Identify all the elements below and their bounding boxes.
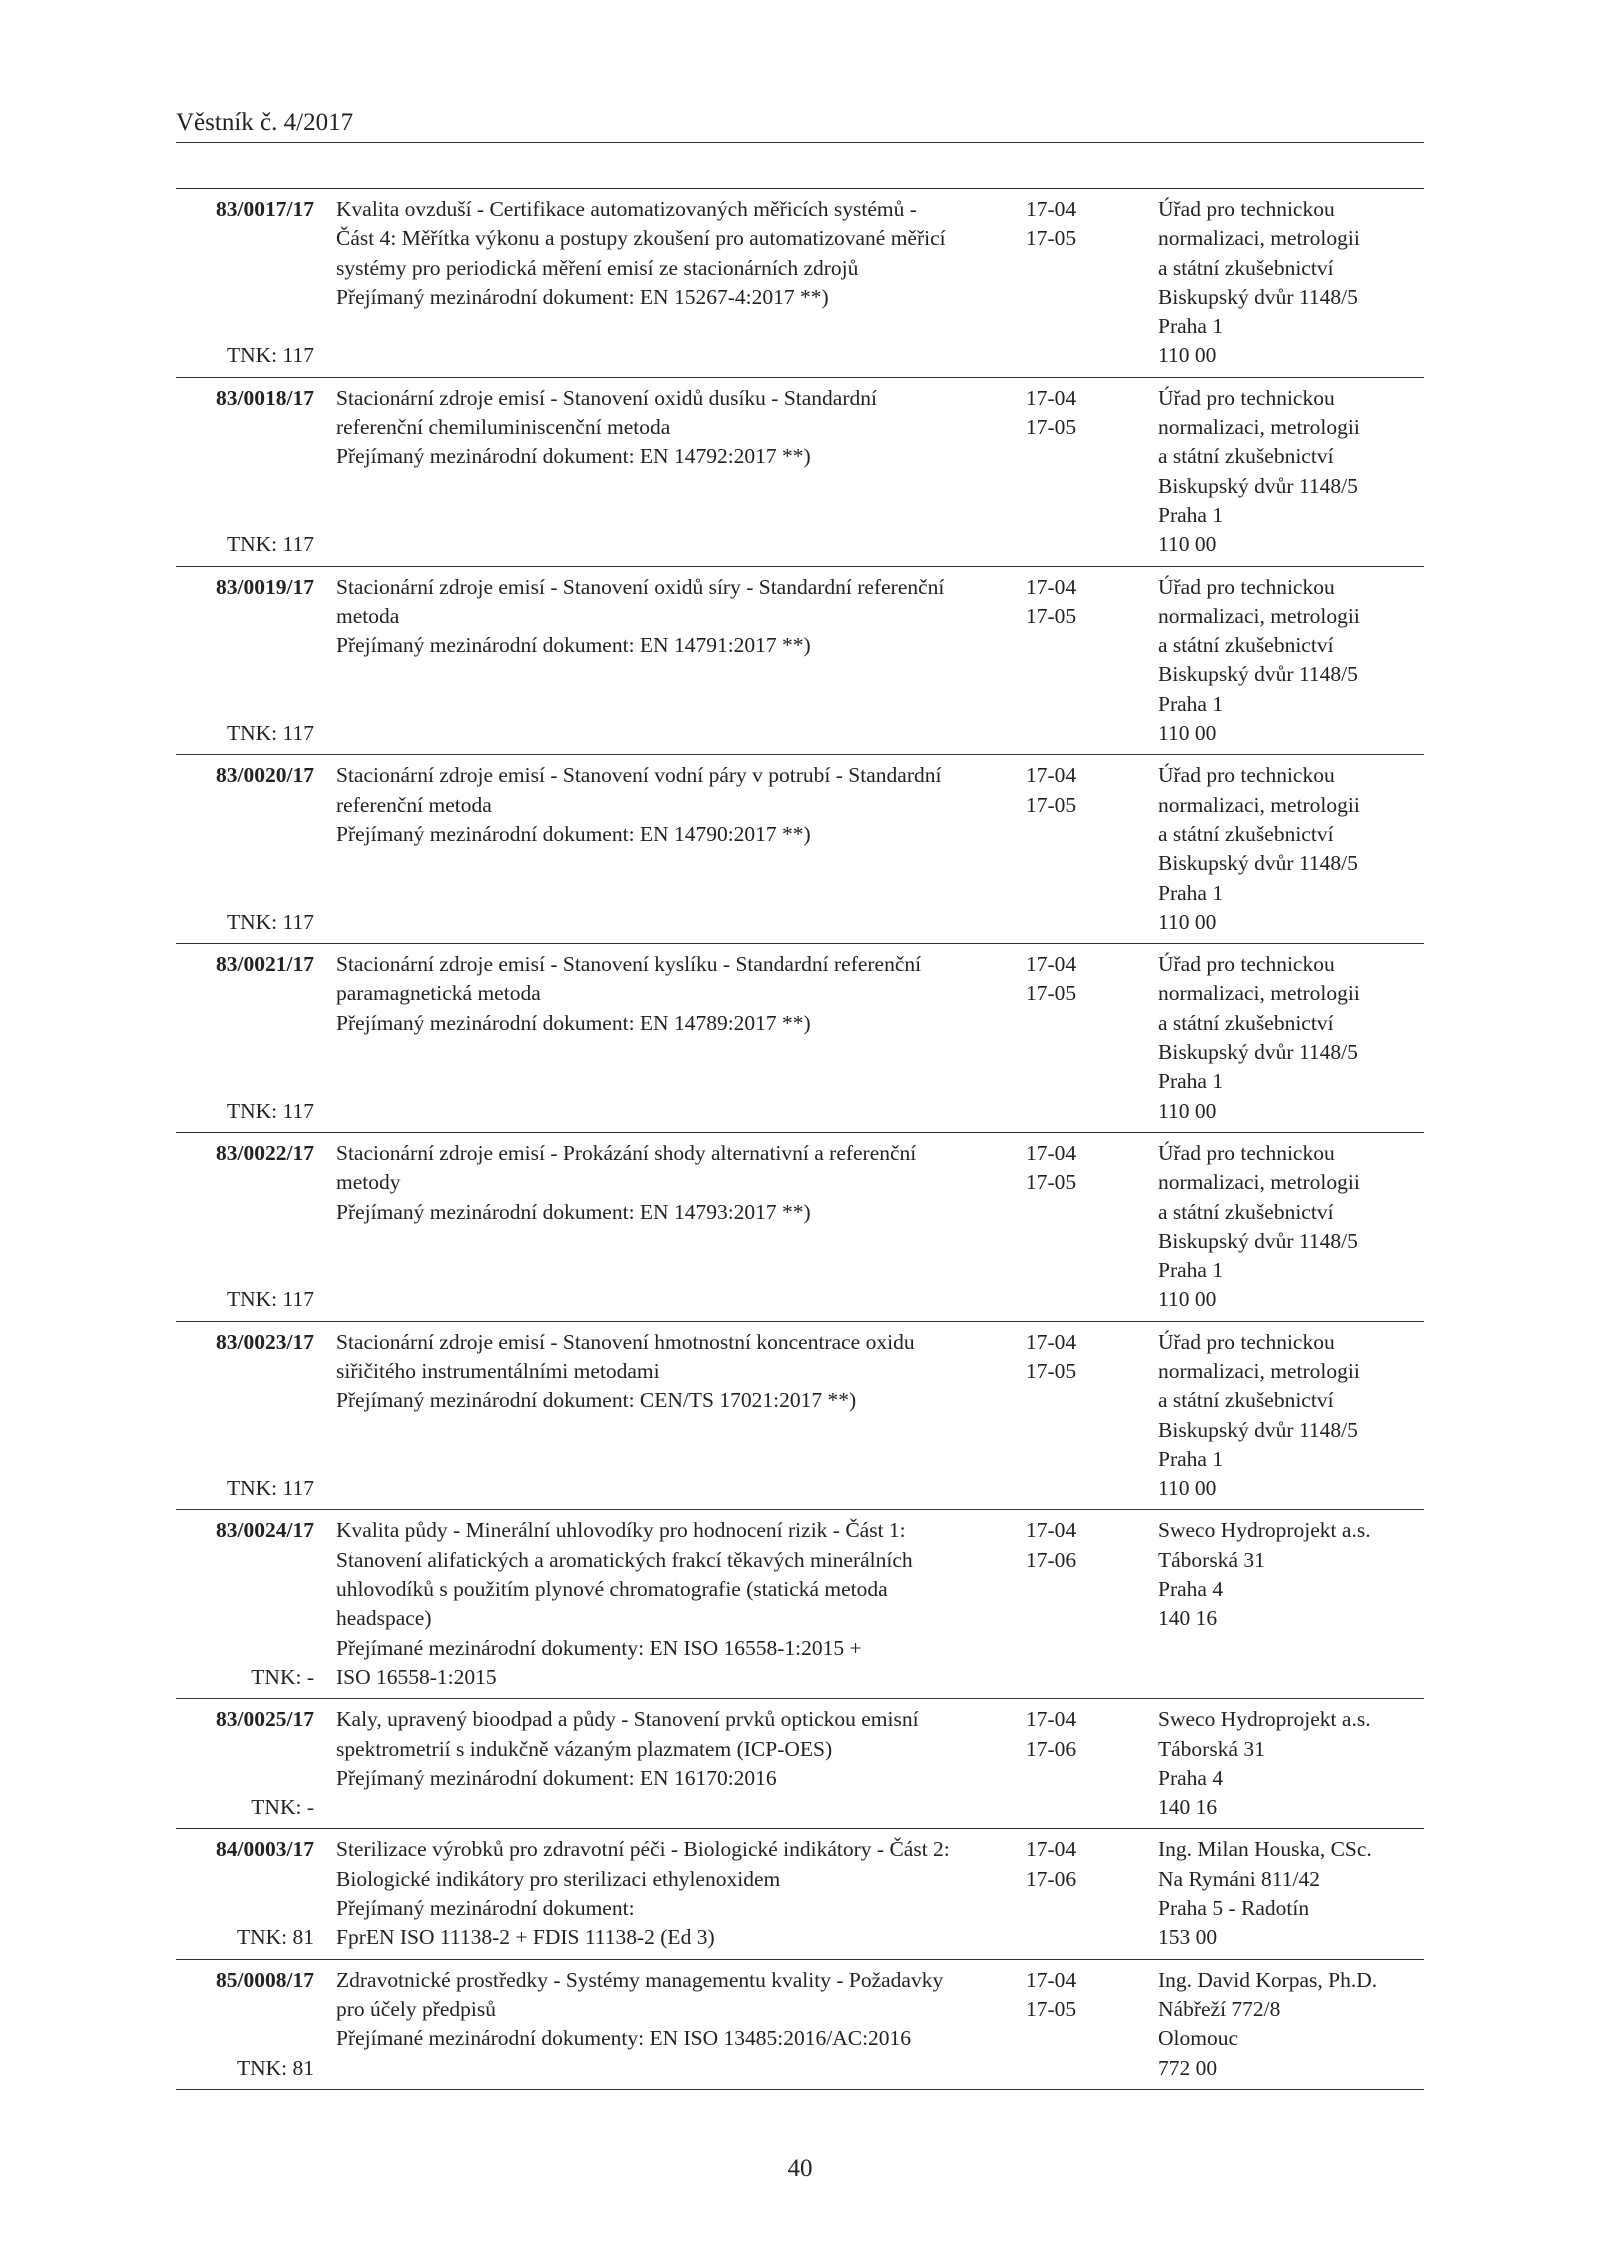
description-cell <box>314 761 1006 937</box>
address-line: Praha 1 <box>1158 880 1224 905</box>
description-cell <box>314 573 1006 749</box>
address-line: 110 00 <box>1158 721 1217 746</box>
tnk-label: TNK: - <box>251 1795 314 1820</box>
address-cell <box>1138 384 1424 560</box>
document-number: 83/0023/17 <box>216 1329 314 1354</box>
tnk-label: TNK: 117 <box>227 532 314 557</box>
description-line: Stacionární zdroje emisí - Prokázání shody alternativní a referenční <box>336 1140 917 1165</box>
address-line: Praha 1 <box>1158 502 1224 527</box>
document-number: 83/0018/17 <box>216 385 314 410</box>
description-line: Přejímaný mezinárodní dokument: EN 14790:2017 **) <box>336 821 811 846</box>
description-line: Kvalita ovzduší - Certifikace automatizovaných měřicích systémů - <box>336 197 917 221</box>
address-line: Praha 1 <box>1158 1258 1224 1283</box>
description-line: headspace) <box>336 1606 432 1631</box>
description-cell <box>314 1139 1006 1315</box>
description-line: Stanovení alifatických a aromatických frakcí těkavých minerálních <box>336 1547 913 1572</box>
address-line: normalizaci, metrologii <box>1158 792 1360 817</box>
date-code: 17-04 <box>1026 197 1077 221</box>
date-code: 17-04 <box>1026 952 1077 977</box>
date-code: 17-05 <box>1026 226 1077 251</box>
date-code: 17-04 <box>1026 1329 1077 1354</box>
address-line: Úřad pro technickou <box>1158 1329 1335 1354</box>
address-cell <box>1138 950 1424 1126</box>
address-line: Praha 1 <box>1158 1069 1224 1094</box>
number-cell <box>176 1139 314 1315</box>
document-number: 83/0021/17 <box>216 952 314 977</box>
address-line: Úřad pro technickou <box>1158 952 1335 977</box>
tnk-label: TNK: - <box>251 1664 314 1689</box>
address-line: Biskupský dvůr 1148/5 <box>1158 473 1358 498</box>
document-number: 83/0019/17 <box>216 574 314 599</box>
description-line: Sterilizace výrobků pro zdravotní péči - Biologické indikátory - Část 2: <box>336 1837 950 1862</box>
address-line: Ing. Milan Houska, CSc. <box>1158 1837 1372 1862</box>
number-cell <box>176 1835 314 1952</box>
document-number: 83/0024/17 <box>216 1518 314 1543</box>
address-line: Praha 4 <box>1158 1577 1224 1602</box>
address-line: a státní zkušebnictví <box>1158 1010 1334 1035</box>
table-row <box>176 755 1424 944</box>
address-line: Úřad pro technickou <box>1158 197 1335 221</box>
date-code: 17-05 <box>1026 415 1077 440</box>
table-row <box>176 1322 1424 1511</box>
address-cell <box>1138 1705 1424 1822</box>
table-row <box>176 189 1424 378</box>
description-cell <box>314 384 1006 560</box>
description-cell <box>314 195 1006 371</box>
dates-cell <box>1006 1835 1138 1952</box>
date-code: 17-05 <box>1026 1358 1077 1383</box>
address-line: Praha 5 - Radotín <box>1158 1896 1310 1921</box>
table-row <box>176 1510 1424 1699</box>
journal-title: Věstník č. 4/2017 <box>176 109 354 136</box>
date-code: 17-04 <box>1026 1837 1077 1862</box>
description-line: Přejímaný mezinárodní dokument: EN 14793:2017 **) <box>336 1199 811 1224</box>
description-line: Stacionární zdroje emisí - Stanovení oxidů síry - Standardní referenční <box>336 574 945 599</box>
address-line: Praha 1 <box>1158 691 1224 716</box>
address-line: Úřad pro technickou <box>1158 385 1335 410</box>
description-cell <box>314 950 1006 1126</box>
description-line: Stacionární zdroje emisí - Stanovení kyslíku - Standardní referenční <box>336 952 922 977</box>
document-number: 83/0022/17 <box>216 1140 314 1165</box>
number-cell <box>176 573 314 749</box>
description-line: Přejímaný mezinárodní dokument: EN 14792:2017 **) <box>336 444 811 469</box>
address-line: Nábřeží 772/8 <box>1158 1996 1281 2021</box>
description-line: paramagnetická metoda <box>336 981 541 1006</box>
address-cell <box>1138 195 1424 371</box>
description-line: Stacionární zdroje emisí - Stanovení oxidů dusíku - Standardní <box>336 385 877 410</box>
table-row <box>176 378 1424 567</box>
description-line: Část 4: Měřítka výkonu a postupy zkoušení pro automatizované měřicí <box>336 226 946 251</box>
address-cell <box>1138 1835 1424 1952</box>
description-line: Přejímaný mezinárodní dokument: EN 14789:2017 **) <box>336 1010 811 1035</box>
address-line: Sweco Hydroprojekt a.s. <box>1158 1518 1371 1543</box>
tnk-label: TNK: 117 <box>227 343 314 368</box>
standards-table <box>176 188 1424 2090</box>
description-cell <box>314 1966 1006 2083</box>
address-line: normalizaci, metrologii <box>1158 1170 1360 1195</box>
dates-cell <box>1006 950 1138 1126</box>
address-line: Biskupský dvůr 1148/5 <box>1158 284 1358 309</box>
document-number: 84/0003/17 <box>216 1837 314 1862</box>
address-cell <box>1138 761 1424 937</box>
date-code: 17-04 <box>1026 385 1077 410</box>
tnk-label: TNK: 81 <box>236 2055 314 2080</box>
tnk-label: TNK: 117 <box>227 1476 314 1501</box>
description-line: metoda <box>336 603 400 628</box>
document-number: 83/0020/17 <box>216 763 314 788</box>
address-line: 140 16 <box>1158 1606 1218 1631</box>
tnk-label: TNK: 117 <box>227 909 314 934</box>
description-line: ISO 16558-1:2015 <box>336 1664 497 1689</box>
address-cell <box>1138 1966 1424 2083</box>
description-line: Stacionární zdroje emisí - Stanovení vodní páry v potrubí - Standardní <box>336 763 942 788</box>
table-row <box>176 1960 1424 2090</box>
date-code: 17-05 <box>1026 981 1077 1006</box>
dates-cell <box>1006 1139 1138 1315</box>
dates-cell <box>1006 1705 1138 1822</box>
address-line: Biskupský dvůr 1148/5 <box>1158 851 1358 876</box>
address-line: normalizaci, metrologii <box>1158 603 1360 628</box>
address-line: Biskupský dvůr 1148/5 <box>1158 1040 1358 1065</box>
date-code: 17-04 <box>1026 1967 1077 1992</box>
address-line: Olomouc <box>1158 2026 1239 2051</box>
address-line: Biskupský dvůr 1148/5 <box>1158 1228 1358 1253</box>
description-line: Přejímaný mezinárodní dokument: EN 14791:2017 **) <box>336 633 811 658</box>
address-line: a státní zkušebnictví <box>1158 444 1334 469</box>
description-line: Biologické indikátory pro sterilizaci ethylenoxidem <box>336 1866 781 1891</box>
address-line: 110 00 <box>1158 1287 1217 1312</box>
table-row <box>176 1133 1424 1322</box>
number-cell <box>176 1516 314 1692</box>
address-line: 110 00 <box>1158 343 1217 368</box>
number-cell <box>176 195 314 371</box>
table-row <box>176 1699 1424 1829</box>
date-code: 17-05 <box>1026 603 1077 628</box>
address-line: 110 00 <box>1158 1098 1217 1123</box>
description-line: Přejímaný mezinárodní dokument: <box>336 1896 635 1921</box>
description-line: referenční chemiluminiscenční metoda <box>336 415 671 440</box>
address-line: 153 00 <box>1158 1925 1218 1950</box>
running-header <box>176 108 1424 143</box>
date-code: 17-05 <box>1026 1170 1077 1195</box>
description-cell <box>314 1705 1006 1822</box>
description-line: Přejímaný mezinárodní dokument: EN 16170:2016 <box>336 1765 777 1790</box>
document-number: 83/0025/17 <box>216 1707 314 1732</box>
address-line: a státní zkušebnictví <box>1158 1388 1334 1413</box>
address-line: Biskupský dvůr 1148/5 <box>1158 662 1358 687</box>
document-number: 83/0017/17 <box>216 197 314 221</box>
description-cell <box>314 1328 1006 1504</box>
tnk-label: TNK: 117 <box>227 721 314 746</box>
address-cell <box>1138 1516 1424 1692</box>
tnk-label: TNK: 117 <box>227 1098 314 1123</box>
number-cell <box>176 1705 314 1822</box>
date-code: 17-06 <box>1026 1736 1077 1761</box>
number-cell <box>176 384 314 560</box>
address-line: Ing. David Korpas, Ph.D. <box>1158 1967 1378 1992</box>
description-line: Přejímaný mezinárodní dokument: EN 15267-4:2017 **) <box>336 284 829 309</box>
address-line: Úřad pro technickou <box>1158 1140 1335 1165</box>
address-line: Táborská 31 <box>1158 1547 1265 1572</box>
address-line: Táborská 31 <box>1158 1736 1265 1761</box>
date-code: 17-06 <box>1026 1547 1077 1572</box>
table-row <box>176 1829 1424 1959</box>
description-cell <box>314 1516 1006 1692</box>
date-code: 17-05 <box>1026 792 1077 817</box>
address-line: 110 00 <box>1158 1476 1217 1501</box>
address-line: Úřad pro technickou <box>1158 763 1335 788</box>
tnk-label: TNK: 81 <box>236 1925 314 1950</box>
date-code: 17-04 <box>1026 1707 1077 1732</box>
dates-cell <box>1006 1966 1138 2083</box>
address-cell <box>1138 573 1424 749</box>
address-line: Na Rymáni 811/42 <box>1158 1866 1320 1891</box>
address-line: a státní zkušebnictví <box>1158 1199 1334 1224</box>
address-line: normalizaci, metrologii <box>1158 415 1360 440</box>
date-code: 17-06 <box>1026 1866 1077 1891</box>
table-row <box>176 567 1424 756</box>
description-line: metody <box>336 1170 401 1195</box>
address-line: 140 16 <box>1158 1795 1218 1820</box>
description-line: systémy pro periodická měření emisí ze stacionárních zdrojů <box>336 255 859 280</box>
dates-cell <box>1006 195 1138 371</box>
dates-cell <box>1006 573 1138 749</box>
description-line: spektrometrií s indukčně vázaným plazmatem (ICP-OES) <box>336 1736 833 1761</box>
page-number: 40 <box>787 2155 813 2182</box>
address-line: Biskupský dvůr 1148/5 <box>1158 1417 1358 1442</box>
description-line: Zdravotnické prostředky - Systémy managementu kvality - Požadavky <box>336 1967 944 1992</box>
description-line: Přejímané mezinárodní dokumenty: EN ISO 13485:2016/AC:2016 <box>336 2026 912 2051</box>
address-line: Sweco Hydroprojekt a.s. <box>1158 1707 1371 1732</box>
address-line: 110 00 <box>1158 909 1217 934</box>
address-line: 110 00 <box>1158 532 1217 557</box>
description-line: Kaly, upravený bioodpad a půdy - Stanovení prvků optickou emisní <box>336 1707 919 1732</box>
number-cell <box>176 950 314 1126</box>
description-line: FprEN ISO 11138-2 + FDIS 11138-2 (Ed 3) <box>336 1925 715 1950</box>
document-number: 85/0008/17 <box>216 1967 314 1992</box>
description-line: Přejímané mezinárodní dokumenty: EN ISO 16558-1:2015 + <box>336 1635 862 1660</box>
address-line: normalizaci, metrologii <box>1158 981 1360 1006</box>
description-line: Stacionární zdroje emisí - Stanovení hmotnostní koncentrace oxidu <box>336 1329 915 1354</box>
description-line: uhlovodíků s použitím plynové chromatografie (statická metoda <box>336 1577 888 1602</box>
dates-cell <box>1006 1328 1138 1504</box>
description-cell <box>314 1835 1006 1952</box>
date-code: 17-04 <box>1026 1140 1077 1165</box>
address-line: normalizaci, metrologii <box>1158 1358 1360 1383</box>
dates-cell <box>1006 1516 1138 1692</box>
address-line: normalizaci, metrologii <box>1158 226 1360 251</box>
description-line: pro účely předpisů <box>336 1996 497 2021</box>
date-code: 17-05 <box>1026 1996 1077 2021</box>
tnk-label: TNK: 117 <box>227 1287 314 1312</box>
description-line: Přejímaný mezinárodní dokument: CEN/TS 17021:2017 **) <box>336 1388 857 1413</box>
date-code: 17-04 <box>1026 574 1077 599</box>
number-cell <box>176 761 314 937</box>
description-line: referenční metoda <box>336 792 492 817</box>
number-cell <box>176 1966 314 2083</box>
address-cell <box>1138 1139 1424 1315</box>
dates-cell <box>1006 384 1138 560</box>
address-line: Praha 1 <box>1158 1446 1224 1471</box>
table-row <box>176 944 1424 1133</box>
description-line: siřičitého instrumentálními metodami <box>336 1358 660 1383</box>
address-line: a státní zkušebnictví <box>1158 255 1334 280</box>
address-line: a státní zkušebnictví <box>1158 821 1334 846</box>
address-line: Praha 1 <box>1158 314 1224 339</box>
address-line: Úřad pro technickou <box>1158 574 1335 599</box>
address-line: 772 00 <box>1158 2055 1218 2080</box>
number-cell <box>176 1328 314 1504</box>
date-code: 17-04 <box>1026 1518 1077 1543</box>
description-line: Kvalita půdy - Minerální uhlovodíky pro hodnocení rizik - Část 1: <box>336 1518 906 1543</box>
address-line: Praha 4 <box>1158 1765 1224 1790</box>
address-line: a státní zkušebnictví <box>1158 633 1334 658</box>
address-cell <box>1138 1328 1424 1504</box>
dates-cell <box>1006 761 1138 937</box>
date-code: 17-04 <box>1026 763 1077 788</box>
